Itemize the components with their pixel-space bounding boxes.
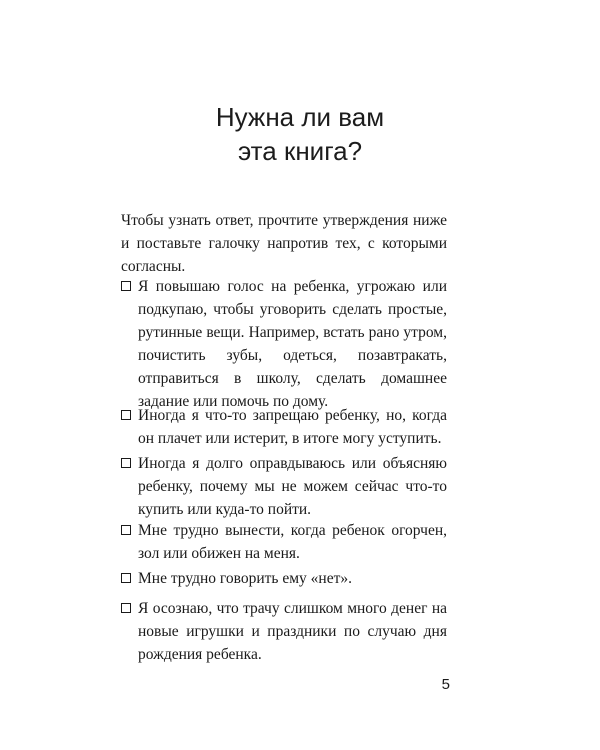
checkbox-icon[interactable] — [121, 458, 131, 468]
checklist-item-text: Иногда я долго оправдываюсь или объясняю ребенку, почему мы не можем сейчас что-то купить или куда-то пойти. — [138, 455, 447, 518]
checklist-item — [121, 404, 447, 450]
checklist-item — [121, 567, 447, 590]
checkbox-icon[interactable] — [121, 573, 131, 583]
checkbox-icon[interactable] — [121, 525, 131, 535]
page-title-line-1: Нужна ли вам — [215, 102, 385, 132]
checkbox-icon[interactable] — [121, 281, 131, 291]
checkbox-icon[interactable] — [121, 603, 131, 613]
checklist-item-text: Я осознаю, что трачу слишком много денег на новые игрушки и праздники по случаю дня рождения ребенка. — [138, 600, 447, 663]
checklist-item — [121, 275, 447, 413]
checklist-item — [121, 519, 447, 565]
page-title-line-2: эта книга? — [237, 136, 363, 166]
checklist-item-text: Мне трудно говорить ему «нет». — [138, 570, 353, 587]
checklist-item-text: Я повышаю голос на ребенка, угрожаю или подкупаю, чтобы уговорить сделать простые, рутинные вещи. Например, встать рано утром, почистить зубы, одеться, позавтракать, отправиться в школу, сделать домашнее задание или помочь по дому. — [138, 278, 447, 410]
page-number: 5 — [441, 676, 450, 693]
checklist-item — [121, 452, 447, 521]
checklist-item-text: Мне трудно вынести, когда ребенок огорчен, зол или обижен на меня. — [138, 522, 447, 562]
checkbox-icon[interactable] — [121, 410, 131, 420]
checklist-item — [121, 597, 447, 666]
intro-paragraph: Чтобы узнать ответ, прочтите утверждения ниже и поставьте галочку напротив тех, с которыми согласны. — [121, 212, 447, 275]
checklist-item-text: Иногда я что-то запрещаю ребенку, но, когда он плачет или истерит, в итоге могу уступить. — [138, 407, 447, 447]
